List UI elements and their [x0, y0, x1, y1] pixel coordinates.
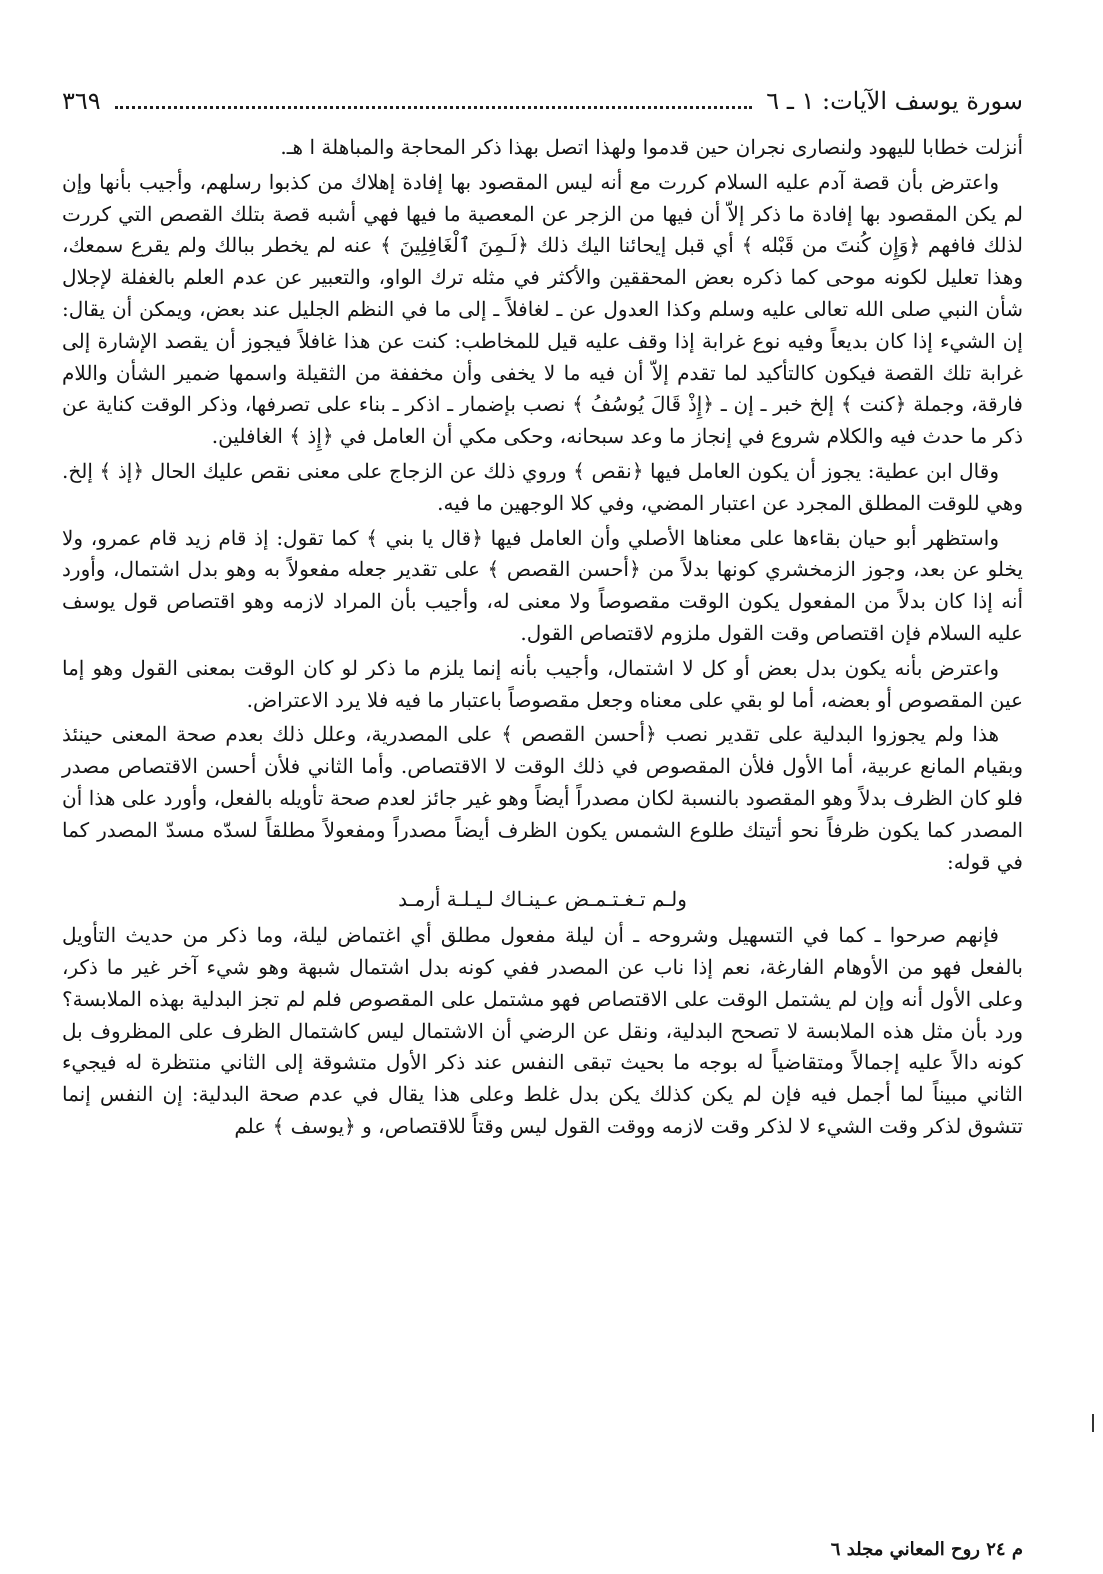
- poetry-verse: ولـم تـغـتـمـض عـينـاك لـيـلـة أرمـد: [398, 887, 687, 912]
- paragraph-3: وقال ابن عطية: يجوز أن يكون العامل فيها ﴿نقص ﴾ وروي ذلك عن الزجاج على معنى نقص عليك الحال ﴿إذ ﴾ إلخ. وهي للوقت المطلق المجرد عن اعتبار المضي، وفي كلا الوجهين ما فيه.: [62, 458, 1023, 515]
- paragraph-6: هذا ولم يجوزوا البدلية على تقدير نصب ﴿أحسن القصص ﴾ على المصدرية، وعلل ذلك بعدم صحة المعنى حينئذ وبقيام المانع عربية، أما الأول فلأن المقصوص في ذلك الوقت لا الاقتصاص. وأما الثاني فلأن أحسن الاقتصاص مصدر فلو كان الظرف بدلاً وهو المقصود بالنسبة لكان مصدراً أيضاً وهو غير جائز لعدم صحة تأويله بالفعل، وأورد على هذا أن المصدر كما يكون ظرفاً نحو أتيتك طلوع الشمس يكون الظرف أيضاً مصدراً ومفعولاً مطلقاً لسدّه مسدّ المصدر كما في قوله:: [62, 722, 1023, 874]
- header-dot-leader: [115, 106, 753, 109]
- paragraph-1: أنزلت خطابا لليهود ولنصارى نجران حين قدموا ولهذا اتصل بهذا ذكر المحاجة والمباهلة ا هـ.: [280, 135, 1023, 159]
- page-body: [62, 132, 1023, 1510]
- paragraph-5: واعترض بأنه يكون بدل بعض أو كل لا اشتمال، وأجيب بأنه إنما يلزم ما ذكر لو كان الوقت بمعنى القول وهو إما عين المقصوص أو بعضه، أما لو بقي على معناه وجعل مقصوصاً باعتبار ما فيه فلا يرد الاعتراض.: [62, 655, 1023, 712]
- margin-mark: [1092, 1414, 1101, 1432]
- paragraph-4: واستظهر أبو حيان بقاءها على معناها الأصلي وأن العامل فيها ﴿قال يا بني ﴾ كما تقول: إذ قام زيد قام عمرو، ولا يخلو عن بعد، وجوز الزمخشري كونها بدلاً من ﴿أحسن القصص ﴾ على تقدير جعله مفعولاً به وهو بدل اشتمال، وأورد أنه إذا كان بدلاً من المفعول يكون الوقت مقصوصاً ولا معنى له، وأجيب بأن المراد لازمه وهو اقتصاص قول يوسف عليه السلام فإن اقتصاص وقت القول ملزوم لاقتصاص القول.: [62, 525, 1023, 645]
- page-footer: م ٢٤ روح المعاني مجلد ٦: [830, 1539, 1023, 1560]
- paragraph-2: واعترض بأن قصة آدم عليه السلام كررت مع أنه ليس المقصود بها إفادة إهلاك من كذبوا رسلهم، وأجيب بأنها وإن لم يكن المقصود بها إفادة ما ذكر إلاّ أن فيها من الزجر عن المعصية ما فيها فهي أشبه قصة بتلك القصص التي كررت لذلك فافهم ﴿وَإِن كُنتَ من قَبْله ﴾ أي قبل إيحائنا اليك ذلك ﴿لَـمِنَ ٱلْغَافِلِينَ ﴾ عنه لم يخطر ببالك ولم يقرع سمعك، وهذا تعليل لكونه موحى كما ذكره بعض المحققين والأكثر في مثله ترك الواو، والتعبير عن عدم العلم بالغفلة لإجلال شأن النبي صلى الله تعالى عليه وسلم وكذا العدول عن ـ لغافلاً ـ إلى ما في النظم الجليل عند بعض، ويمكن أن يقال: إن الشيء إذا كان بديعاً وفيه نوع غرابة إذا وقف عليه قيل للمخاطب: كنت عن هذا غافلاً فيجوز أن يقصد الإشارة إلى غرابة تلك القصة فيكون كالتأكيد لما تقدم إلاّ أن فيه ما لا يخفى وأن مخففة من الثقيلة واسمها ضمير الشأن واللام فارقة، وجملة ﴿كنت ﴾ إلخ خبر ـ إن ـ ﴿إِذْ قَالَ يُوسُفُ ﴾ نصب بإضمار ـ اذكر ـ بناء على تصرفها، وذكر الوقت كناية عن ذكر ما حدث فيه والكلام شروع في إنجاز ما وعد سبحانه، وحكى مكي أن العامل في ﴿إِذ ﴾ الغافلين.: [62, 169, 1023, 449]
- running-header: [62, 80, 1023, 116]
- page-number: ٣٦٩: [62, 87, 101, 115]
- header-title: سورة يوسف الآيات: ١ ـ ٦: [766, 87, 1023, 115]
- paragraph-7: فإنهم صرحوا ـ كما في التسهيل وشروحه ـ أن ليلة مفعول مطلق أي اغتماض ليلة، وما ذكر من حديث التأويل بالفعل فهو من الأوهام الفارغة، نعم إذا ناب عن المصدر ففي كونه بدل اشتمال شبهة وهو شيء آخر غير ما ذكر، وعلى الأول أنه وإن لم يشتمل الوقت على الاقتصاص فهو مشتمل على المقصوص فلم لم تجز البدلية بهذه الملابسة؟ ورد بأن مثل هذه الملابسة لا تصحح البدلية، ونقل عن الرضي أن الاشتمال ليس كاشتمال الظرف على المظروف بل كونه دالاً عليه إجمالاً ومتقاضياً له بوجه ما بحيث تبقى النفس عند ذكر الأول متشوقة إلى الثاني منتظرة له فيجيء الثاني مبيناً لما أجمل فيه فإن لم يكن كذلك يكن بدل غلط وعلى هذا يقال في عدم صحة البدلية: إن النفس إنما تتشوق لذكر وقت الشيء لا لذكر وقت لازمه ووقت القول ليس وقتاً للاقتصاص، و ﴿يوسف ﴾ علم: [62, 923, 1023, 1138]
